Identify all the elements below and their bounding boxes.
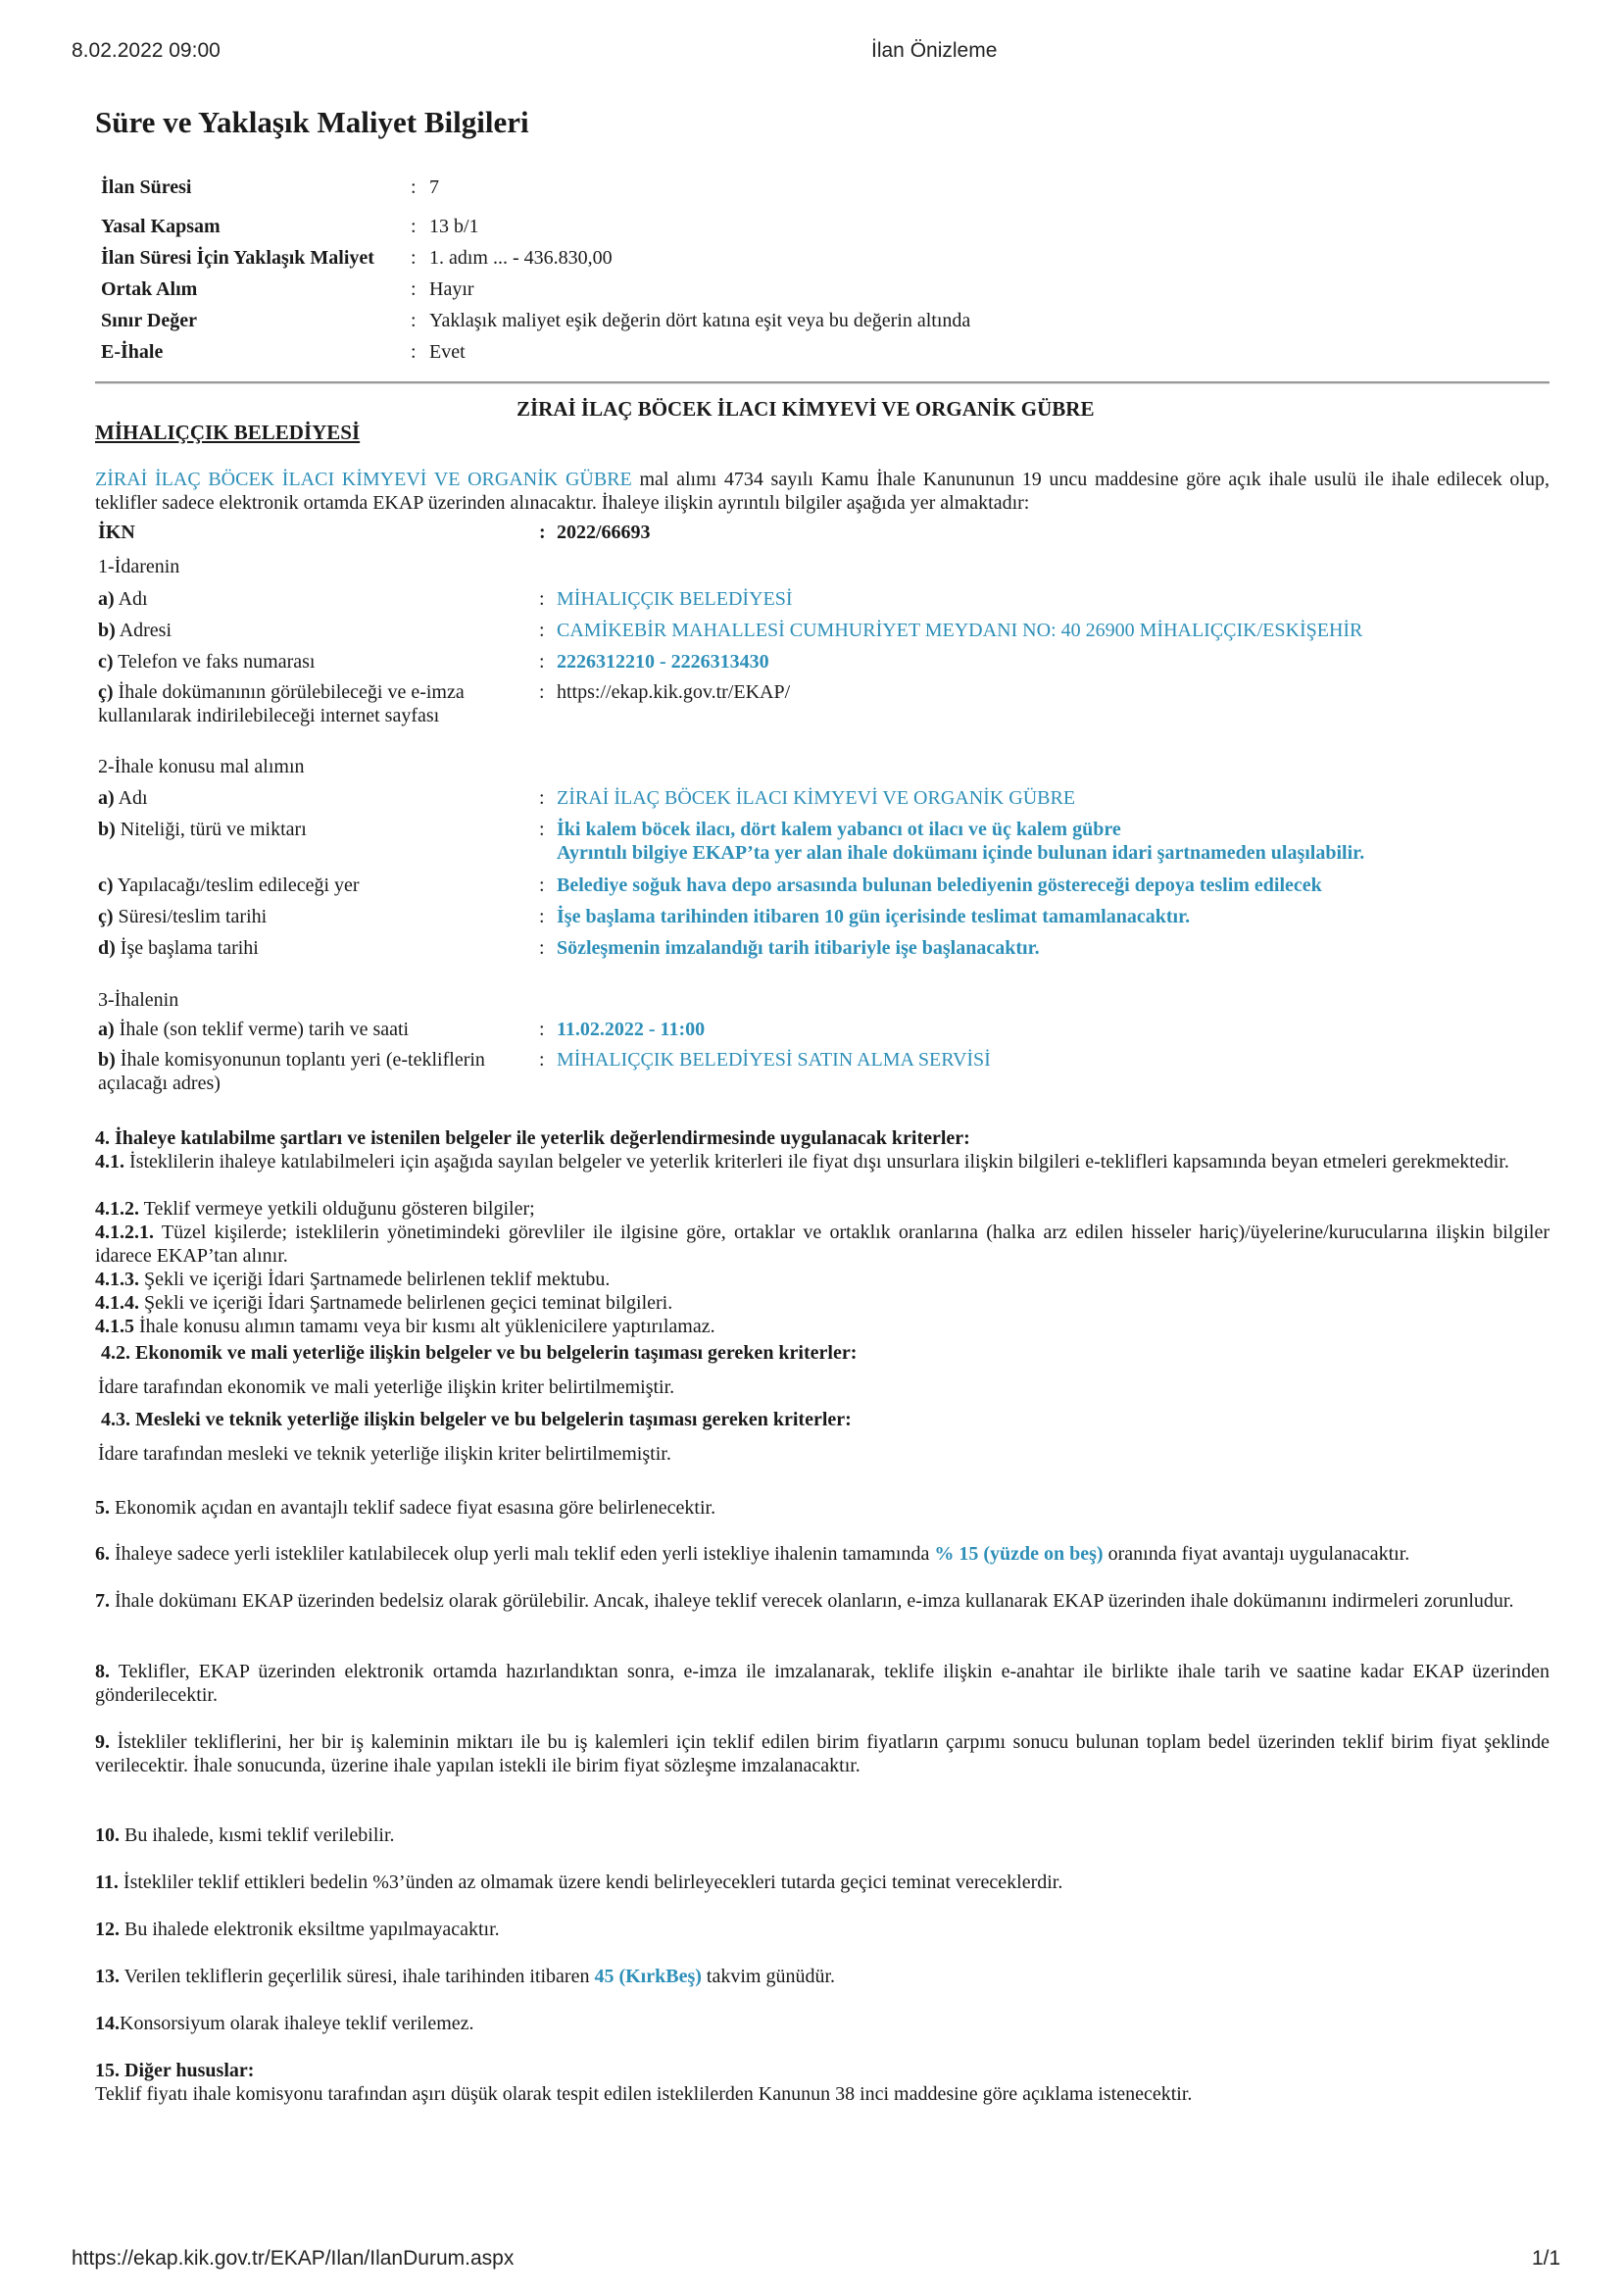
item-8: [95, 1660, 1549, 1707]
clause-text: Teklif vermeye yetkili olduğunu gösteren bilgiler;: [139, 1198, 535, 1220]
page-heading: Süre ve Yaklaşık Maliyet Bilgileri: [95, 105, 529, 139]
item-11: [95, 1871, 1549, 1894]
item-15-heading: 15. Diğer hususlar:: [95, 2060, 255, 2081]
summary-key: Ortak Alım: [101, 278, 198, 300]
summary-colon: :: [411, 310, 417, 331]
clause-number: 4.1.: [95, 1151, 124, 1173]
item-12: [95, 1918, 1549, 1941]
item-10: [95, 1823, 1549, 1847]
row-prefix: a): [98, 1019, 115, 1040]
colon: :: [539, 787, 545, 809]
item-7: [95, 1589, 1549, 1613]
criteria-4-1-2: [95, 1197, 1549, 1221]
row-value: Belediye soğuk hava depo arsasında bulunan belediyenin göstereceği depoya teslim edilecek: [557, 874, 1322, 896]
print-url: https://ekap.kik.gov.tr/EKAP/Ilan/IlanDurum.aspx: [72, 2247, 515, 2270]
summary-colon: :: [411, 341, 417, 363]
criteria-4-1: [95, 1150, 1549, 1173]
colon: :: [539, 522, 546, 543]
website-link[interactable]: https://ekap.kik.gov.tr/EKAP/: [557, 681, 791, 703]
row-label: [98, 905, 529, 928]
ikn-label: İKN: [98, 522, 135, 543]
clause-text: Şekli ve içeriği İdari Şartnamede belirlenen geçici teminat bilgileri.: [139, 1292, 673, 1314]
row-prefix: b): [98, 1049, 116, 1071]
colon: :: [539, 651, 545, 673]
row-label-text: İşe başlama tarihi: [115, 937, 259, 959]
item-9: [95, 1730, 1549, 1777]
row-label: [98, 587, 529, 611]
item-number: 8.: [95, 1661, 110, 1682]
item-text: Konsorsiyum olarak ihaleye teklif verilemez.: [120, 2013, 474, 2034]
item-13: [95, 1965, 1549, 1988]
summary-key: Yasal Kapsam: [101, 216, 221, 237]
clause-number: 4.1.3.: [95, 1269, 139, 1290]
row-value: Sözleşmenin imzalandığı tarih itibariyle işe başlanacaktır.: [557, 937, 1040, 959]
row-value: ZİRAİ İLAÇ BÖCEK İLACI KİMYEVİ VE ORGANİK GÜBRE: [557, 787, 1076, 809]
item-5: [95, 1496, 1549, 1520]
intro-text: mal alımı 4734 sayılı Kamu İhale Kanununun 19 uncu maddesine göre açık ihale usulü ile ihale edilecek olup, teklifler sadece elektronik ortamda EKAP üzerinden alınacaktır. İhaleye ilişkin ayrıntılı bilgiler aşağıda yer almaktadır:: [95, 469, 1549, 514]
criteria-4-2-heading: 4.2. Ekonomik ve mali yeterliğe ilişkin belgeler ve bu belgelerin taşıması gereken kriterler:: [101, 1342, 858, 1364]
row-label: [98, 936, 529, 960]
intro-subject-link: ZİRAİ İLAÇ BÖCEK İLACI KİMYEVİ VE ORGANİK GÜBRE: [95, 469, 632, 490]
colon: :: [539, 1019, 545, 1040]
print-page-number: 1/1: [1532, 2247, 1561, 2270]
row-label-text: Adı: [114, 588, 148, 610]
clause-number: 4.1.5: [95, 1316, 134, 1337]
item-number: 11.: [95, 1872, 119, 1893]
row-label-text: İhale dokümanının görülebileceği ve e-imza kullanılarak indirilebileceği internet sayfası: [98, 681, 465, 726]
item-text: Bu ihalede elektronik eksiltme yapılmayacaktır.: [120, 1919, 500, 1940]
row-label: [98, 650, 529, 674]
summary-value: 1. adım ... - 436.830,00: [429, 247, 613, 269]
row-prefix: b): [98, 819, 116, 840]
colon: :: [539, 819, 545, 840]
row-label: [98, 873, 529, 897]
notice-authority-title: MİHALIÇÇIK BELEDİYESİ: [95, 421, 361, 444]
row-label-text: İhale (son teklif verme) tarih ve saati: [114, 1019, 410, 1040]
item-15-text: Teklif fiyatı ihale komisyonu tarafından aşırı düşük olarak tespit edilen isteklilerden Kanunun 38 inci maddesine göre açıklama istenecektir.: [95, 2083, 1193, 2105]
item-text: İhale dokümanı EKAP üzerinden bedelsiz olarak görülebilir. Ancak, ihaleye teklif verecek olanların, e-imza kullanarak EKAP üzerinden ihale dokümanını indirmeleri zorunludur.: [110, 1590, 1514, 1612]
notice-intro: [95, 468, 1549, 515]
clause-number: 4.1.4.: [95, 1292, 139, 1314]
row-prefix: ç): [98, 681, 114, 703]
summary-key: İlan Süresi İçin Yaklaşık Maliyet: [101, 247, 374, 269]
item-text: takvim günüdür.: [701, 1966, 836, 1987]
summary-key: E-İhale: [101, 341, 164, 363]
colon: :: [539, 588, 545, 610]
item-text: Bu ihalede, kısmi teklif verilebilir.: [120, 1824, 395, 1846]
item-number: 6.: [95, 1543, 110, 1565]
row-value: MİHALIÇÇIK BELEDİYESİ SATIN ALMA SERVİSİ: [557, 1049, 991, 1071]
row-label-text: Niteliği, türü ve miktarı: [115, 819, 307, 840]
colon: :: [539, 906, 545, 927]
row-label: [98, 619, 529, 642]
row-prefix: ç): [98, 906, 114, 927]
summary-colon: :: [411, 176, 417, 198]
row-label-text: Süresi/teslim tarihi: [113, 906, 268, 927]
item-number: 12.: [95, 1919, 120, 1940]
row-value: CAMİKEBİR MAHALLESİ CUMHURİYET MEYDANI NO: 40 26900 MİHALIÇÇIK/ESKİŞEHİR: [557, 620, 1363, 641]
row-value: [557, 818, 1547, 865]
row-label-text: Adresi: [115, 620, 172, 641]
item-number: 13.: [95, 1966, 120, 1987]
clause-number: 4.1.2.1.: [95, 1222, 154, 1243]
criteria-heading: 4. İhaleye katılabilme şartları ve istenilen belgeler ile yeterlik değerlendirmesinde uygulanacak kriterler:: [95, 1127, 970, 1149]
item-number: 7.: [95, 1590, 110, 1612]
row-value-line: İki kalem böcek ilacı, dört kalem yabancı ot ilacı ve üç kalem gübre: [557, 819, 1121, 840]
row-prefix: b): [98, 620, 116, 641]
row-label: [98, 1018, 529, 1041]
summary-colon: :: [411, 216, 417, 237]
criteria-4-3-heading: 4.3. Mesleki ve teknik yeterliğe ilişkin belgeler ve bu belgelerin taşıması gereken kriterler:: [101, 1409, 852, 1430]
row-value: MİHALIÇÇIK BELEDİYESİ: [557, 588, 793, 610]
row-value: İşe başlama tarihinden itibaren 10 gün içerisinde teslimat tamamlanacaktır.: [557, 906, 1191, 927]
row-value: 2226312210 - 2226313430: [557, 651, 769, 673]
row-value: 11.02.2022 - 11:00: [557, 1019, 706, 1040]
row-label-text: İhale komisyonunun toplantı yeri (e-tekliflerin açılacağı adres): [98, 1049, 485, 1094]
row-label: [98, 786, 529, 810]
print-title: İlan Önizleme: [871, 39, 998, 62]
criteria-4-2-text: İdare tarafından ekonomik ve mali yeterliğe ilişkin kriter belirtilmemiştir.: [98, 1376, 675, 1398]
item-text: İstekliler tekliflerini, her bir iş kaleminin miktarı ile bu iş kalemleri için teklif edilen birim fiyatların çarpımı sonucu bulunan toplam bedel üzerinden teklif birim fiyat şeklinde verilecektir. İhale sonucunda, üzerine ihale yapılan istekli ile birim fiyat sözleşme imzalanacaktır.: [95, 1731, 1549, 1776]
clause-number: 4.1.2.: [95, 1198, 139, 1220]
item-6: [95, 1542, 1549, 1566]
row-label-text: Adı: [114, 787, 148, 809]
item-number: 10.: [95, 1824, 120, 1846]
notice-subject-title: ZİRAİ İLAÇ BÖCEK İLACI KİMYEVİ VE ORGANİK GÜBRE: [516, 397, 1095, 421]
clause-text: İsteklilerin ihaleye katılabilmeleri için aşağıda sayılan belgeler ve yeterlik kriterleri ile fiyat dışı unsurlara ilişkin bilgileri e-teklifleri kapsamında beyan etmeleri gerekmektedir.: [124, 1151, 1509, 1173]
row-prefix: c): [98, 874, 114, 896]
summary-value: 7: [429, 176, 439, 198]
summary-colon: :: [411, 247, 417, 269]
summary-value: Yaklaşık maliyet eşik değerin dört katına eşit veya bu değerin altında: [429, 310, 971, 331]
criteria-4-1-3: [95, 1268, 1549, 1291]
criteria-4-1-5: [95, 1315, 1549, 1338]
criteria-4-3-text: İdare tarafından mesleki ve teknik yeterliğe ilişkin kriter belirtilmemiştir.: [98, 1443, 671, 1465]
item-text: Ekonomik açıdan en avantajlı teklif sadece fiyat esasına göre belirlenecektir.: [110, 1497, 716, 1519]
row-prefix: a): [98, 588, 115, 610]
section-2-heading: 2-İhale konusu mal alımın: [98, 756, 305, 777]
item-text: Verilen tekliflerin geçerlilik süresi, ihale tarihinden itibaren: [120, 1966, 595, 1987]
section-3-heading: 3-İhalenin: [98, 989, 179, 1011]
row-prefix: d): [98, 937, 116, 959]
clause-text: Tüzel kişilerde; isteklilerin yönetimindeki görevliler ile ilgisine göre, ortaklar ve ortaklık oranlarına (halka arz edilen hisseler hariç)/üyelerine/kurucularına ilişkin bilgiler idarece EKAP’tan alınır.: [95, 1222, 1549, 1267]
item-highlight: % 15 (yüzde on beş): [934, 1543, 1104, 1565]
item-number: 14.: [95, 2013, 120, 2034]
clause-text: Şekli ve içeriği İdari Şartnamede belirlenen teklif mektubu.: [139, 1269, 611, 1290]
item-text: İhaleye sadece yerli istekliler katılabilecek olup yerli malı teklif eden yerli istekliye ihalenin tamamında: [110, 1543, 935, 1565]
row-label: [98, 680, 519, 727]
colon: :: [539, 937, 545, 959]
colon: :: [539, 620, 545, 641]
colon: :: [539, 681, 545, 703]
item-text: oranında fiyat avantajı uygulanacaktır.: [1103, 1543, 1410, 1565]
criteria-4-1-2-1: [95, 1221, 1549, 1268]
ikn-value: 2022/66693: [557, 522, 651, 543]
row-prefix: c): [98, 651, 114, 673]
item-text: İstekliler teklif ettikleri bedelin %3’ünden az olmamak üzere kendi belirleyecekleri tutarda geçici teminat vereceklerdir.: [118, 1872, 1063, 1893]
summary-colon: :: [411, 278, 417, 300]
divider: [95, 381, 1549, 384]
clause-text: İhale konusu alımın tamamı veya bir kısmı alt yüklenicilere yaptırılamaz.: [134, 1316, 715, 1337]
item-highlight: 45 (KırkBeş): [594, 1966, 702, 1987]
section-1-heading: 1-İdarenin: [98, 556, 180, 577]
summary-value: Evet: [429, 341, 466, 363]
row-prefix: a): [98, 787, 115, 809]
row-label-text: Yapılacağı/teslim edileceği yer: [113, 874, 360, 896]
summary-key: İlan Süresi: [101, 176, 192, 198]
row-label: [98, 1048, 529, 1095]
item-number: 9.: [95, 1731, 110, 1753]
print-datetime: 8.02.2022 09:00: [72, 39, 221, 62]
colon: :: [539, 874, 545, 896]
row-value-line: Ayrıntılı bilgiye EKAP’ta yer alan ihale dokümanı içinde bulunan idari şartnameden ulaşılabilir.: [557, 842, 1365, 864]
row-label-text: Telefon ve faks numarası: [113, 651, 316, 673]
summary-value: Hayır: [429, 278, 474, 300]
item-text: Teklifler, EKAP üzerinden elektronik ortamda hazırlandıktan sonra, e-imza ile imzalanarak, teklife ilişkin e-anahtar ile birlikte ihale tarih ve saatine kadar EKAP üzerinden gönderilecektir.: [95, 1661, 1549, 1706]
row-label: [98, 818, 529, 841]
summary-key: Sınır Değer: [101, 310, 197, 331]
item-14: [95, 2012, 1549, 2035]
summary-value: 13 b/1: [429, 216, 479, 237]
criteria-4-1-4: [95, 1291, 1549, 1315]
colon: :: [539, 1049, 545, 1071]
item-number: 5.: [95, 1497, 110, 1519]
